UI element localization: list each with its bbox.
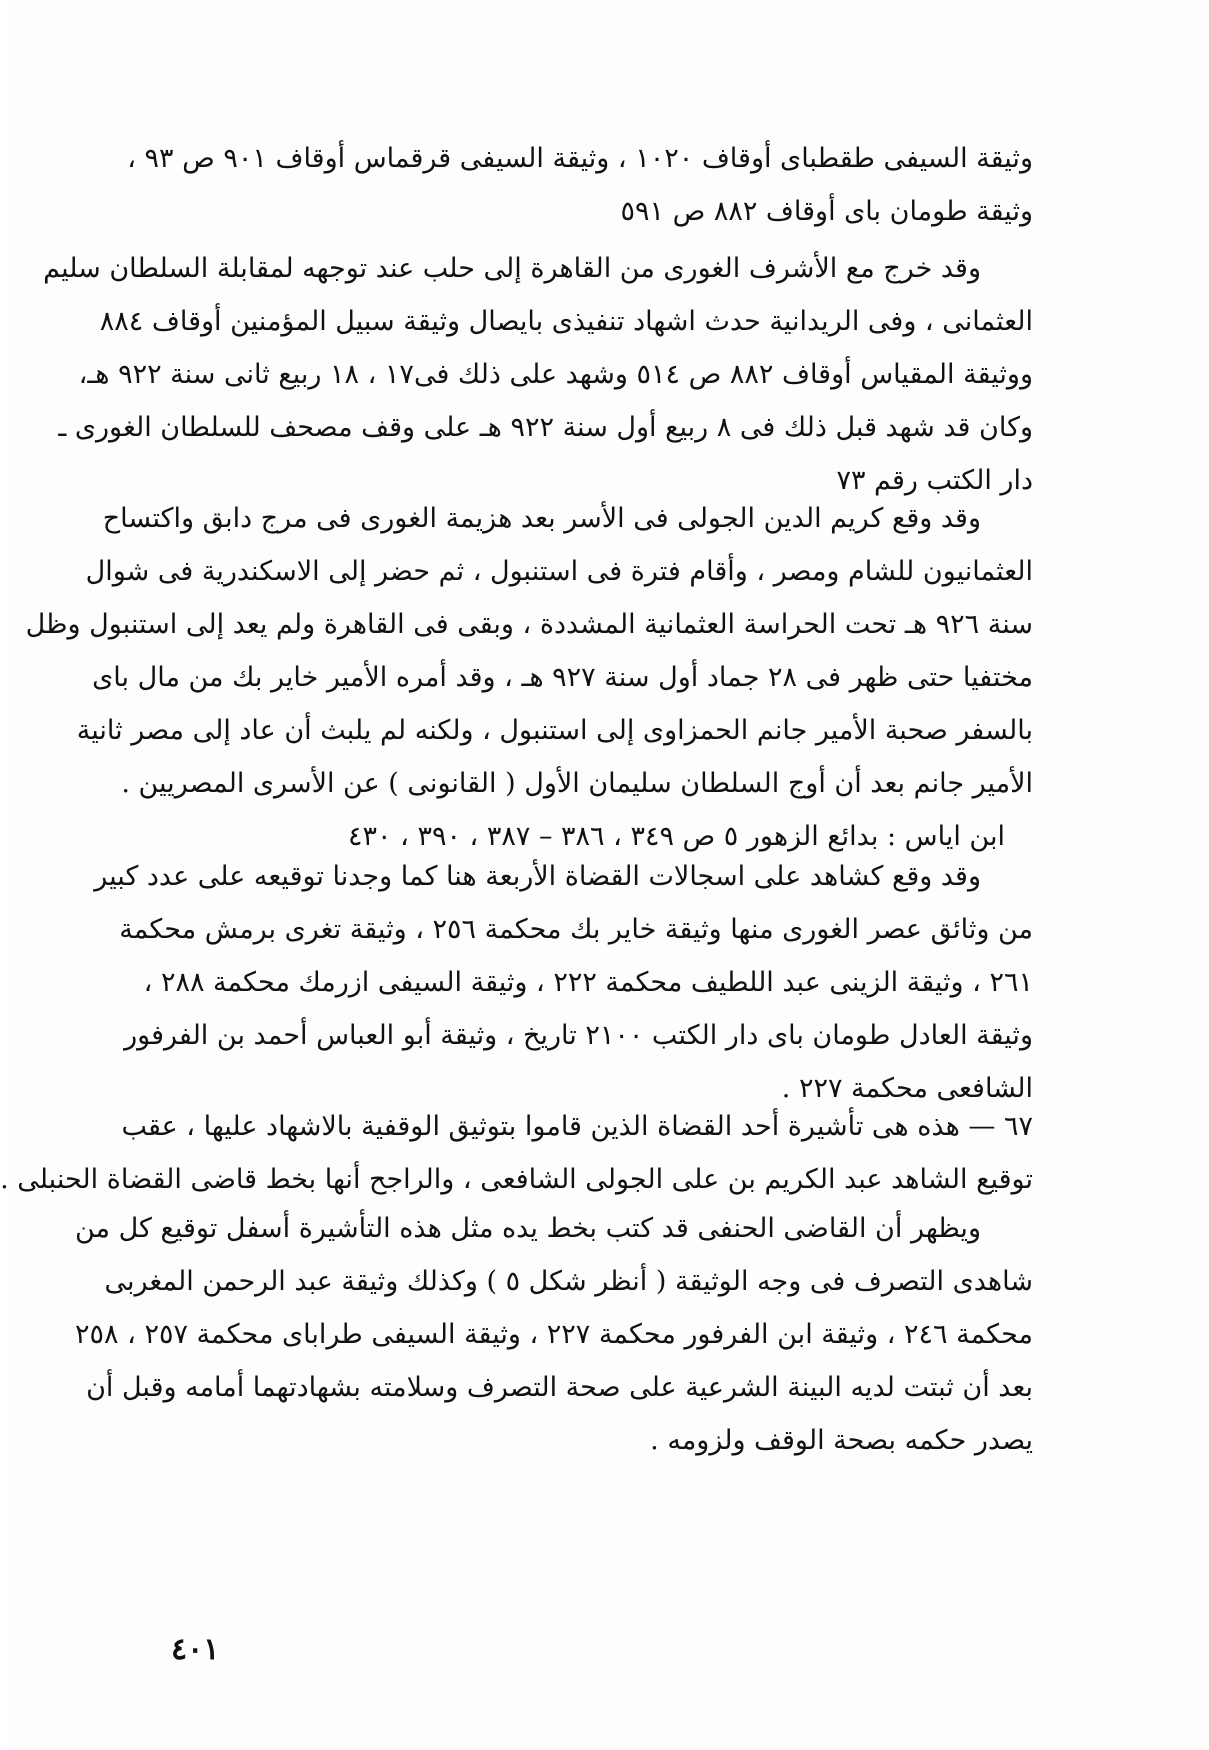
text-line: دار الكتب رقم ٧٣	[836, 465, 1033, 496]
text-line: شاهدى التصرف فى وجه الوثيقة ( أنظر شكل ٥ ) وكذلك وثيقة عبد الرحمن المغربى	[104, 1266, 1033, 1297]
text-line: العثمانيون للشام ومصر ، وأقام فترة فى استنبول ، ثم حضر إلى الاسكندرية فى شوال	[85, 556, 1033, 587]
text-line: مختفيا حتى ظهر فى ٢٨ جماد أول سنة ٩٢٧ هـ ، وقد أمره الأمير خاير بك من مال باى	[92, 662, 1033, 693]
text-line: سنة ٩٢٦ هـ تحت الحراسة العثمانية المشددة ، وبقى فى القاهرة ولم يعد إلى استنبول وظل	[25, 609, 1033, 640]
paragraph-5	[0, 1100, 1033, 1206]
paragraph-1	[127, 132, 1033, 238]
text-line: وقد وقع كريم الدين الجولى فى الأسر بعد هزيمة الغورى فى مرج دابق واكتساح	[102, 503, 981, 534]
paragraph-block-3	[25, 492, 1033, 871]
paragraph-block-5	[0, 1100, 1033, 1214]
text-line: ويظهر أن القاضى الحنفى قد كتب بخط يده مثل هذه التأشيرة أسفل توقيع كل من	[74, 1213, 981, 1244]
text-line: العثمانى ، وفى الريدانية حدث اشهاد تنفيذى بايصال وثيقة سبيل المؤمنين أوقاف ٨٨٤	[99, 306, 1033, 337]
page-number: ٤٠١	[171, 1632, 220, 1667]
text-line: ٢٦١ ، وثيقة الزينى عبد اللطيف محكمة ٢٢٢ ، وثيقة السيفى ازرمك محكمة ٢٨٨ ،	[143, 967, 1033, 998]
paragraph-block-4	[94, 850, 1033, 1123]
paragraph-6	[74, 1202, 1033, 1467]
text-line: وقد خرج مع الأشرف الغورى من القاهرة إلى حلب عند توجهه لمقابلة السلطان سليم	[43, 253, 981, 284]
text-line: الأمير جانم بعد أن أوج السلطان سليمان الأول ( القانونى ) عن الأسرى المصريين .	[121, 768, 1033, 799]
text-line: محكمة ٢٤٦ ، وثيقة ابن الفرفور محكمة ٢٢٧ ، وثيقة السيفى طراباى محكمة ٢٥٧ ، ٢٥٨	[75, 1319, 1033, 1350]
paragraph-4	[94, 850, 1033, 1115]
text-line: ٦٧ — هذه هى تأشيرة أحد القضاة الذين قاموا بتوثيق الوقفية بالاشهاد عليها ، عقب	[121, 1111, 1033, 1142]
text-line: وثيقة العادل طومان باى دار الكتب ٢١٠٠ تاريخ ، وثيقة أبو العباس أحمد بن الفرفور	[124, 1020, 1033, 1051]
text-line: وقد وقع كشاهد على اسجالات القضاة الأربعة هنا كما وجدنا توقيعه على عدد كبير	[94, 861, 981, 892]
footnote-continuation	[127, 132, 1033, 246]
paragraph-2	[43, 242, 1033, 507]
text-line: بالسفر صحبة الأمير جانم الحمزاوى إلى استنبول ، ولكنه لم يلبث أن عاد إلى مصر ثانية	[76, 715, 1033, 746]
paragraph-block-2	[43, 242, 1033, 515]
text-line: وثيقة السيفى طقطباى أوقاف ١٠٢٠ ، وثيقة السيفى قرقماس أوقاف ٩٠١ ص ٩٣ ،	[127, 143, 1033, 174]
text-line: يصدر حكمه بصحة الوقف ولزومه .	[650, 1425, 1033, 1456]
text-line: الشافعى محكمة ٢٢٧ .	[781, 1073, 1033, 1104]
text-line: ووثيقة المقياس أوقاف ٨٨٢ ص ٥١٤ وشهد على ذلك فى١٧ ، ١٨ ربيع ثانى سنة ٩٢٢ هـ،	[78, 359, 1033, 390]
text-line: وكان قد شهد قبل ذلك فى ٨ ربيع أول سنة ٩٢٢ هـ على وقف مصحف للسلطان الغورى ـ	[58, 412, 1033, 443]
source-citation: ابن اياس : بدائع الزهور ٥ ص ٣٤٩ ، ٣٨٦ – ٣٨٧ ، ٣٩٠ ، ٤٣٠	[348, 821, 1005, 852]
text-line: وثيقة طومان باى أوقاف ٨٨٢ ص ٥٩١	[620, 196, 1033, 227]
text-line: توقيع الشاهد عبد الكريم بن على الجولى الشافعى ، والراجح أنها بخط قاضى القضاة الحنبلى .	[0, 1164, 1033, 1195]
text-line: بعد أن ثبتت لديه البينة الشرعية على صحة التصرف وسلامته بشهادتهما أمامه وقبل أن	[86, 1372, 1033, 1403]
paragraph-block-6	[74, 1202, 1033, 1475]
text-line: من وثائق عصر الغورى منها وثيقة خاير بك محكمة ٢٥٦ ، وثيقة تغرى برمش محكمة	[119, 914, 1033, 945]
paragraph-3	[25, 492, 1033, 863]
